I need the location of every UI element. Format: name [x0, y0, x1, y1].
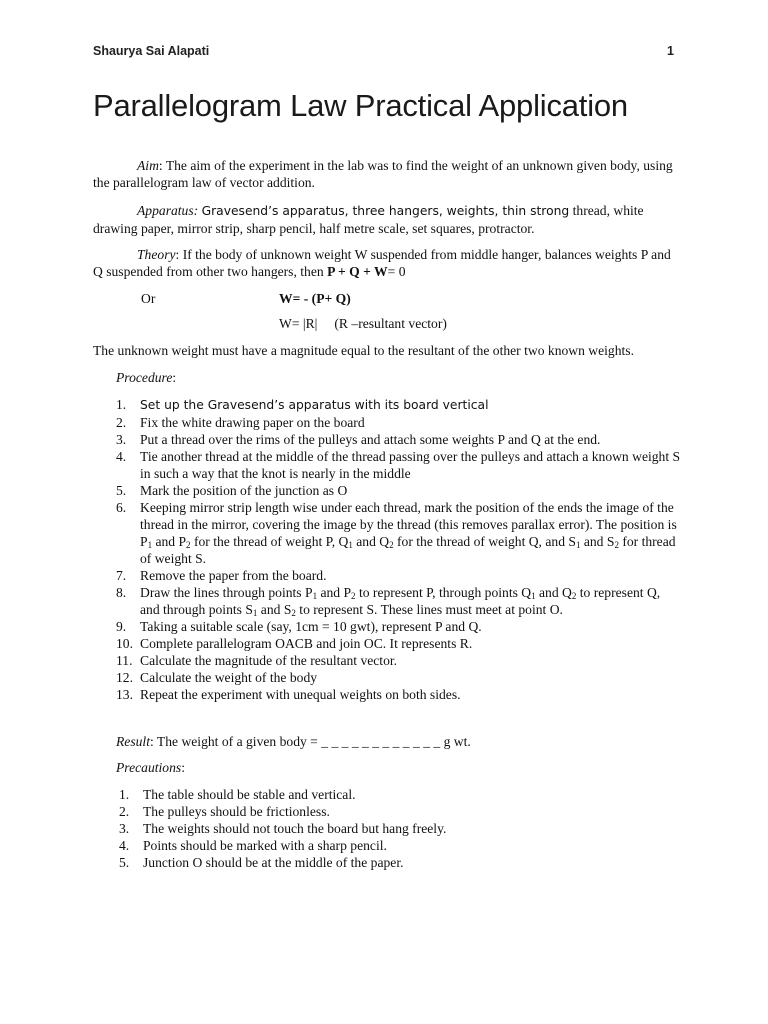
procedure-list	[116, 396, 681, 703]
apparatus-label: Apparatus:	[137, 203, 199, 218]
theory-equation-tail: = 0	[387, 264, 406, 279]
procedure-step: 7. Remove the paper from the board.	[116, 568, 327, 583]
procedure-step: 6. Keeping mirror strip length wise under each thread, mark the position of the ends the image of the thread in the mirror, covering the image by the thread (this removes parallax error). The position is $P_1$ and $P_2$ for the thread of weight P, $Q_1$ and $Q_2$ for the thread of weight Q, and $S_1$ and $S_2$ for thread of weight S.	[116, 500, 677, 566]
header-page-number: 1	[667, 44, 674, 58]
procedure-step: 1. Set up the Gravesend’s apparatus with its board vertical	[116, 397, 489, 412]
precaution-item: 5. Junction O should be at the middle of the paper.	[119, 855, 404, 870]
aim-text: : The aim of the experiment in the lab was to find the weight of an unknown given body, using the parallelogram law of vector addition.	[93, 158, 673, 190]
precaution-item: 1. The table should be stable and vertical.	[119, 787, 356, 802]
precaution-item: 4. Points should be marked with a sharp pencil.	[119, 838, 387, 853]
precaution-item: 3. The weights should not touch the board but hang freely.	[119, 821, 447, 836]
theory-label: Theory	[137, 247, 176, 262]
formula-or-label: Or	[141, 291, 156, 306]
procedure-step: 8. Draw the lines through points $P_1$ and $P_2$ to represent P, through points $Q_1$ and $Q_2$ to represent Q, and through points $S_1$ and $S_2$ to represent S. These lines must meet at point O.	[116, 585, 661, 618]
apparatus-sans-text: Gravesend’s apparatus, three hangers, weights, thin strong	[201, 204, 570, 218]
result-text: : The weight of a given body = _ _ _ _ _ _ _ _ _ _ _ _ g wt.	[149, 734, 471, 749]
apparatus-paragraph	[93, 202, 683, 237]
page-title: Parallelogram Law Practical Application	[93, 88, 628, 123]
procedure-label: Procedure	[116, 370, 173, 385]
procedure-step: 13. Repeat the experiment with unequal weights on both sides.	[116, 687, 461, 702]
result-line	[116, 733, 471, 750]
procedure-step: 5. Mark the position of the junction as O	[116, 483, 348, 498]
aim-label: Aim	[137, 158, 159, 173]
precautions-list	[119, 786, 679, 871]
header-author: Shaurya Sai Alapati	[93, 44, 210, 58]
formula-line-2-equation: W= |R|	[279, 316, 318, 331]
procedure-step: 11. Calculate the magnitude of the resultant vector.	[116, 653, 398, 668]
procedure-step: 10. Complete parallelogram OACB and join OC. It represents R.	[116, 636, 473, 651]
theory-equation: P + Q + W	[327, 264, 388, 279]
procedure-step: 4. Tie another thread at the middle of the thread passing over the pulleys and attach a known weight S in such a way that the knot is nearly in the middle	[116, 449, 681, 481]
procedure-step: 9. Taking a suitable scale (say, 1cm = 10 gwt), represent P and Q.	[116, 619, 482, 634]
apparatus-text: thread, white drawing paper, mirror strip, sharp pencil, half metre scale, set squares, protractor.	[93, 203, 644, 236]
aim-paragraph	[93, 157, 683, 191]
procedure-step: 3. Put a thread over the rims of the pulleys and attach some weights P and Q at the end.	[116, 432, 601, 447]
procedure-heading: Procedure:	[116, 370, 177, 385]
precaution-item: 2. The pulleys should be frictionless.	[119, 804, 330, 819]
theory-text: : If the body of unknown weight W suspended from middle hanger, balances weights P and Q suspended from other two hangers, then	[93, 247, 671, 279]
procedure-step: 2. Fix the white drawing paper on the board	[116, 415, 365, 430]
statement-paragraph: The unknown weight must have a magnitude equal to the resultant of the other two known weights.	[93, 343, 634, 358]
procedure-step: 12. Calculate the weight of the body	[116, 670, 318, 685]
formula-line-2	[279, 315, 447, 332]
theory-paragraph	[93, 246, 683, 280]
precautions-heading: Precautions:	[116, 760, 185, 775]
result-label: Result	[116, 734, 150, 749]
formula-line-1: W= - (P+ Q)	[279, 291, 351, 306]
formula-line-2-note: (R –resultant vector)	[334, 316, 447, 331]
precautions-label: Precautions	[116, 760, 182, 775]
